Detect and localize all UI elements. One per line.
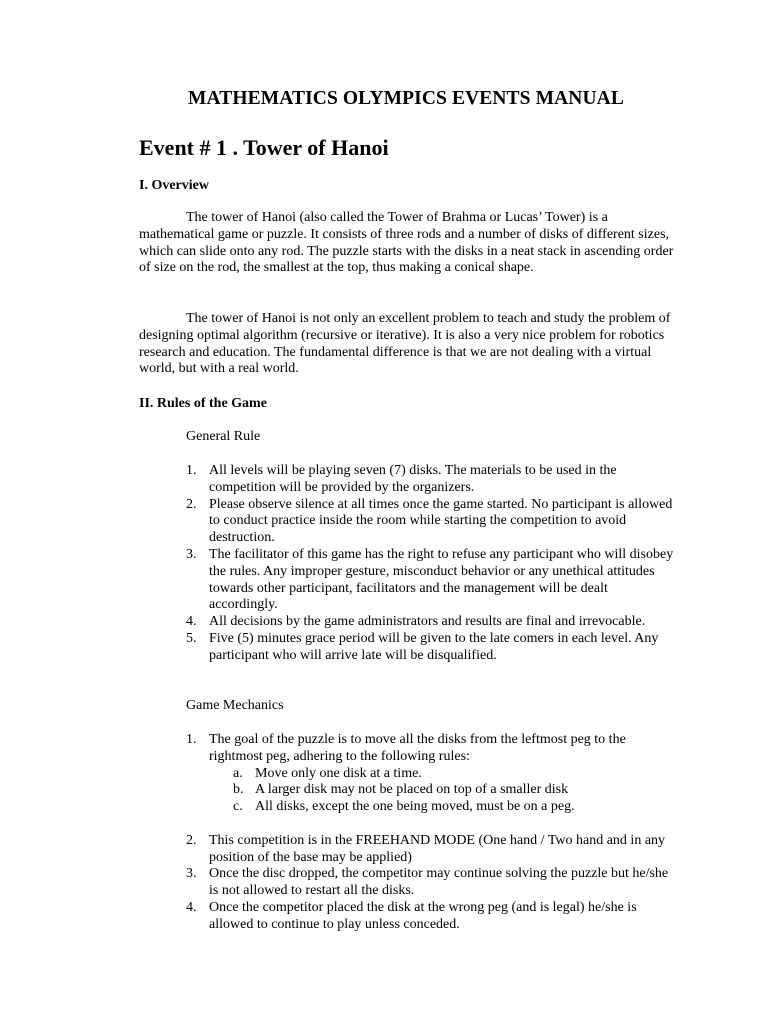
list-item: [186, 614, 676, 631]
overview-paragraph-2: The tower of Hanoi is not only an excellent problem to teach and study the problem of designing optimal algorithm (recursive or iterative). It is also a very nice problem for robotics research and education. The fundamental difference is that we are not dealing with a virtual world, but with a real world.: [139, 311, 671, 377]
item-text: Once the disc dropped, the competitor may continue solving the puzzle but he/she is not allowed to restart all the disks.: [209, 866, 669, 899]
item-text: Five (5) minutes grace period will be given to the late comers in each level. Any participant who will arrive late will be disqualified.: [209, 630, 659, 663]
general-rule-label: General Rule: [186, 429, 261, 444]
overview-paragraph-1: The tower of Hanoi (also called the Tower of Brahma or Lucas’ Tower) is a mathematical game or puzzle. It consists of three rods and a number of disks of different sizes, which can slide onto any rod. The puzzle starts with the disks in a neat stack in ascending order of size on the rod, the smallest at the top, thus making a conical shape.: [139, 210, 674, 276]
sub-rules-list: [209, 766, 676, 816]
item-number: 1.: [186, 732, 197, 747]
item-number: 4.: [186, 614, 197, 630]
list-item: [186, 732, 676, 833]
sub-item-letter: b.: [233, 782, 244, 798]
sub-item-text: All disks, except the one being moved, must be on a peg.: [255, 799, 575, 815]
list-item: [186, 547, 676, 614]
list-item: [186, 463, 676, 497]
item-number: 3.: [186, 546, 197, 562]
game-mechanics-label: Game Mechanics: [186, 698, 284, 713]
item-number: 2.: [186, 496, 197, 512]
item-text: All decisions by the game administrators and results are final and irrevocable.: [209, 614, 646, 630]
list-item: [186, 900, 676, 934]
list-item: [186, 866, 676, 900]
game-mechanics-list: [186, 732, 676, 934]
general-rules-list: [186, 463, 676, 665]
sub-item-letter: a.: [233, 765, 243, 781]
item-number: 5.: [186, 630, 197, 646]
list-item: [186, 833, 676, 867]
item-number: 1.: [186, 463, 197, 478]
item-text: The goal of the puzzle is to move all the disks from the leftmost peg to the rightmost peg, adhering to the following rules:: [209, 732, 626, 764]
item-text: All levels will be playing seven (7) disks. The materials to be used in the competition will be provided by the organizers.: [209, 463, 617, 495]
sub-item-letter: c.: [233, 799, 243, 815]
item-number: 2.: [186, 832, 197, 848]
sub-list-item: [209, 766, 676, 783]
rules-heading: II. Rules of the Game: [139, 396, 267, 411]
item-text: This competition is in the FREEHAND MODE (One hand / Two hand and in any position of the base may be applied): [209, 832, 666, 865]
list-spacer: [209, 816, 676, 833]
item-number: 4.: [186, 899, 197, 915]
item-text: Once the competitor placed the disk at the wrong peg (and is legal) he/she is allowed to continue to play unless conceded.: [209, 899, 637, 932]
list-item: [186, 497, 676, 547]
sub-item-text: Move only one disk at a time.: [255, 765, 422, 781]
overview-heading: I. Overview: [139, 178, 209, 193]
list-item: [186, 631, 676, 665]
document-title: MATHEMATICS OLYMPICS EVENTS MANUAL: [188, 88, 624, 109]
item-text: The facilitator of this game has the right to refuse any participant who will disobey the rules. Any improper gesture, misconduct behavior or any unethical attitudes towards other participant, facilitators and the management will be dealt accordingly.: [209, 546, 674, 613]
item-number: 3.: [186, 866, 197, 882]
sub-item-text: A larger disk may not be placed on top of a smaller disk: [255, 782, 569, 798]
event-title: Event # 1 . Tower of Hanoi: [139, 135, 389, 160]
item-text: Please observe silence at all times once the game started. No participant is allowed to conduct practice inside the room while starting the competition to avoid destruction.: [209, 496, 673, 546]
sub-list-item: [209, 782, 676, 799]
sub-list-item: [209, 799, 676, 816]
